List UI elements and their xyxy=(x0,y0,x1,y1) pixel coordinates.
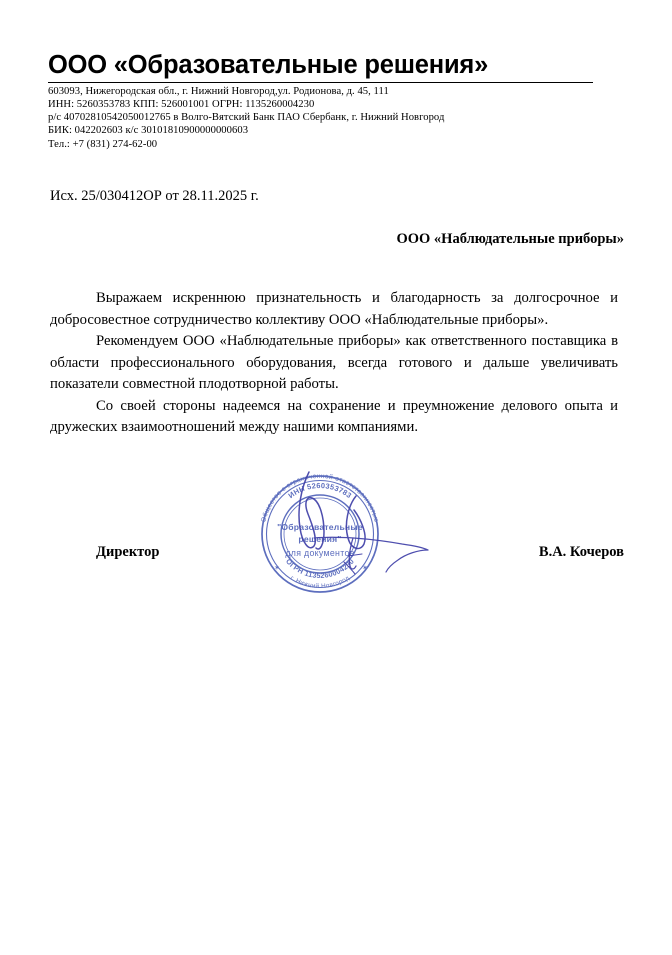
signature-row xyxy=(0,544,672,566)
body-paragraph: Рекомендуем ООО «Наблюдательные приборы» как ответственного поставщика в области профессионального оборудования, всегда готового и дальше увеличивать показатели совместной плодотворной работы. xyxy=(50,333,618,392)
stamp-star-right-icon: ✶ xyxy=(362,565,368,572)
outgoing-reference-number: Исх. 25/030412ОР от 28.11.2025 г. xyxy=(50,188,259,204)
stamp-center-line-2: решения" xyxy=(298,534,342,544)
stamp-star-left-icon: ✶ xyxy=(274,565,280,572)
stamp-center-line-1: "Образовательные xyxy=(277,522,363,532)
stamp-outer-ring xyxy=(262,476,378,592)
stamp-center-line-3: для документов xyxy=(285,548,355,558)
stamp-inn-text: ИНН 5260353783 xyxy=(286,480,354,501)
stamp-outer-ring-text: Общество с ограниченной ответственностью xyxy=(260,472,380,523)
body-paragraph: Со своей стороны надеемся на сохранение и преумножение делового опыта и дружеских взаимоотношений между нашими компаниями. xyxy=(50,397,618,435)
letterhead-phone: Тел.: +7 (831) 274-62-00 xyxy=(48,138,158,150)
letterhead-divider xyxy=(48,82,593,83)
company-title: ООО «Образовательные решения» xyxy=(48,51,489,79)
stamp-city-text: г. Нижний Новгород xyxy=(288,574,352,591)
letter-body xyxy=(50,288,618,439)
signature-stroke-middle xyxy=(346,496,365,549)
letterhead-bank: р/с 40702810542050012765 в Волго-Вятский Банк ПАО Сбербанк, г. Нижний Новгород xyxy=(48,112,445,124)
letterhead-tax-ids: ИНН: 5260353783 КПП: 526001001 ОГРН: 1135260004230 xyxy=(48,98,315,110)
stamp-ogrn-text: ОГРН 1135260004230 xyxy=(284,556,356,581)
stamp-and-signature xyxy=(252,466,452,611)
addressee-name: ООО «Наблюдательные приборы» xyxy=(396,231,624,247)
letterhead-details xyxy=(48,85,593,151)
round-stamp-impression xyxy=(260,473,379,592)
signatory-role: Директор xyxy=(96,544,160,560)
signature-stroke-left xyxy=(299,472,324,549)
stamp-second-ring xyxy=(267,481,374,591)
letterhead-bik: БИК: 042202603 к/с 30101810900000000603 xyxy=(48,125,249,137)
signatory-name: В.А. Кочеров xyxy=(538,544,624,560)
body-paragraph: Выражаем искреннюю признательность и благодарность за долгосрочное и добросовестное сотрудничество коллективу ООО «Наблюдательные приборы». xyxy=(50,290,618,328)
letterhead xyxy=(48,52,593,151)
letterhead-address: 603093, Нижегородская обл., г. Нижний Новгород,ул. Родионова, д. 45, 111 xyxy=(48,85,389,97)
